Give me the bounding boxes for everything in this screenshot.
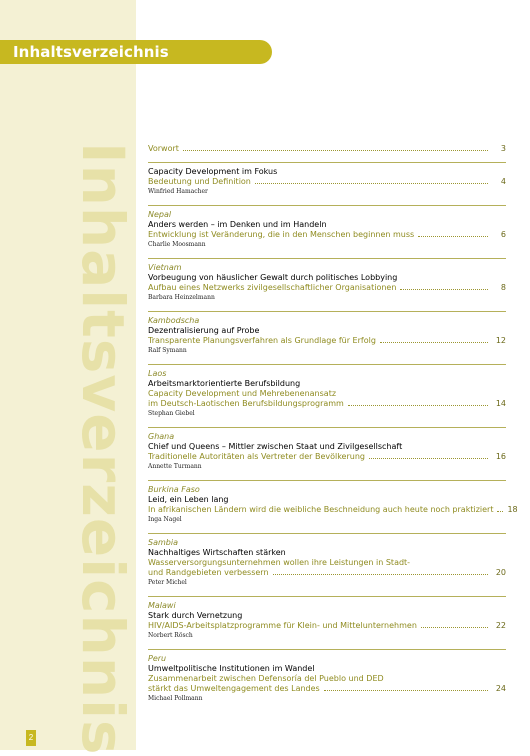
- subtitle-text: stärkt das Umweltengagement des Landes: [148, 684, 320, 693]
- entry-title: Nachhaltiges Wirtschaften stärken: [148, 548, 286, 557]
- entry-subtitle: Capacity Development und Mehrebenenansatz: [148, 389, 337, 398]
- page-number: 16: [495, 452, 506, 461]
- table-of-contents: [148, 144, 518, 712]
- toc-entries: [148, 162, 518, 704]
- toc-entry-vorwort[interactable]: [148, 144, 506, 153]
- country-label: Burkina Faso: [148, 485, 200, 494]
- toc-entry[interactable]: [148, 162, 506, 197]
- entry-title: Leid, ein Leben lang: [148, 495, 229, 504]
- toc-entry[interactable]: [148, 205, 506, 250]
- entry-subtitle: [148, 684, 506, 694]
- toc-entry[interactable]: [148, 480, 518, 525]
- entry-subtitle: [148, 621, 506, 631]
- entry-title: Capacity Development im Fokus: [148, 167, 278, 176]
- country-label: Peru: [148, 654, 167, 663]
- subtitle-text: HIV/AIDS-Arbeitsplatzprogramme für Klein- und Mittelunternehmen: [148, 621, 417, 630]
- dot-leader: [324, 690, 488, 691]
- country-label: Nepal: [148, 210, 172, 219]
- page-number: 8: [500, 283, 506, 292]
- entry-author: Inga Nagel: [148, 516, 182, 523]
- dot-leader: [183, 150, 488, 151]
- dot-leader: [400, 289, 488, 290]
- toc-entry[interactable]: [148, 258, 506, 303]
- divider: [148, 205, 506, 206]
- divider: [148, 311, 506, 312]
- page-title: Inhaltsverzeichnis: [13, 43, 169, 61]
- entry-author: Stephan Giebel: [148, 410, 195, 417]
- toc-entry[interactable]: [148, 364, 506, 419]
- toc-entry[interactable]: [148, 427, 506, 472]
- entry-author: Michael Pollmann: [148, 695, 203, 702]
- entry-author: Norbert Rösch: [148, 632, 193, 639]
- divider: [148, 258, 506, 259]
- entry-title: Arbeitsmarktorientierte Berufsbildung: [148, 379, 301, 388]
- entry-subtitle: [148, 399, 506, 409]
- entry-author: Barbara Heinzelmann: [148, 294, 215, 301]
- dot-leader: [418, 236, 488, 237]
- page-number: 14: [495, 399, 506, 408]
- divider: [148, 427, 506, 428]
- entry-title: Stark durch Vernetzung: [148, 611, 243, 620]
- subtitle-text: Aufbau eines Netzwerks zivilgesellschaftlicher Organisationen: [148, 283, 397, 292]
- entry-title: Vorbeugung von häuslicher Gewalt durch politisches Lobbying: [148, 273, 398, 282]
- page-number: 6: [500, 230, 506, 239]
- subtitle-text: Traditionelle Autoritäten als Vertreter der Bevölkerung: [148, 452, 365, 461]
- divider: [148, 364, 506, 365]
- subtitle-text: Entwicklung ist Veränderung, die in den Menschen beginnen muss: [148, 230, 415, 239]
- entry-subtitle: [148, 568, 506, 578]
- country-label: Vietnam: [148, 263, 182, 272]
- vertical-title: Inhaltsverzeichnis: [69, 142, 137, 756]
- page-number: 20: [495, 568, 506, 577]
- toc-entry[interactable]: [148, 649, 506, 704]
- dot-leader: [369, 458, 488, 459]
- entry-author: Charlie Moosmann: [148, 241, 206, 248]
- divider: [148, 596, 506, 597]
- divider: [148, 162, 506, 163]
- subtitle-text: im Deutsch-Laotischen Berufsbildungsprogramm: [148, 399, 344, 408]
- country-label: Kambodscha: [148, 316, 200, 325]
- title-bar: [0, 40, 272, 64]
- divider: [148, 649, 506, 650]
- dot-leader: [421, 627, 488, 628]
- subtitle-text: Bedeutung und Definition: [148, 177, 251, 186]
- subtitle-text: und Randgebieten verbessern: [148, 568, 269, 577]
- toc-entry[interactable]: [148, 311, 506, 356]
- vorwort-label: Vorwort: [148, 144, 179, 153]
- entry-author: Winfried Hamacher: [148, 188, 208, 195]
- subtitle-text: In afrikanischen Ländern wird die weibliche Beschneidung auch heute noch praktiziert: [148, 505, 494, 514]
- entry-author: Ralf Symann: [148, 347, 187, 354]
- entry-subtitle: [148, 230, 506, 240]
- toc-entry[interactable]: [148, 596, 506, 641]
- entry-subtitle: [148, 283, 506, 293]
- dot-leader: [380, 342, 488, 343]
- page-number: 18: [507, 505, 518, 514]
- country-label: Ghana: [148, 432, 175, 441]
- entry-subtitle: [148, 177, 506, 187]
- entry-subtitle: [148, 452, 506, 462]
- divider: [148, 533, 506, 534]
- dot-leader: [273, 574, 488, 575]
- dot-leader: [497, 511, 503, 512]
- entry-subtitle: Wasserversorgungsunternehmen wollen ihre Leistungen in Stadt-: [148, 558, 411, 567]
- entry-author: Peter Michel: [148, 579, 187, 586]
- country-label: Sambia: [148, 538, 178, 547]
- entry-subtitle: [148, 336, 506, 346]
- entry-subtitle: [148, 505, 518, 515]
- page-number-badge: 2: [26, 730, 36, 746]
- subtitle-text: Transparente Planungsverfahren als Grundlage für Erfolg: [148, 336, 376, 345]
- country-label: Laos: [148, 369, 167, 378]
- page-number: 22: [495, 621, 506, 630]
- divider: [148, 480, 506, 481]
- entry-title: Chief und Queens – Mittler zwischen Staat und Zivilgesellschaft: [148, 442, 403, 451]
- dot-leader: [348, 405, 488, 406]
- page-number: 4: [500, 177, 506, 186]
- dot-leader: [255, 183, 488, 184]
- entry-title: Umweltpolitische Institutionen im Wandel: [148, 664, 315, 673]
- entry-subtitle: Zusammenarbeit zwischen Defensoría del Pueblo und DED: [148, 674, 384, 683]
- page-number: 12: [495, 336, 506, 345]
- entry-title: Dezentralisierung auf Probe: [148, 326, 260, 335]
- page-number: 3: [500, 144, 506, 153]
- page-number: 24: [495, 684, 506, 693]
- country-label: Malawi: [148, 601, 176, 610]
- entry-author: Annette Turmann: [148, 463, 202, 470]
- toc-entry[interactable]: [148, 533, 506, 588]
- entry-title: Anders werden – im Denken und im Handeln: [148, 220, 327, 229]
